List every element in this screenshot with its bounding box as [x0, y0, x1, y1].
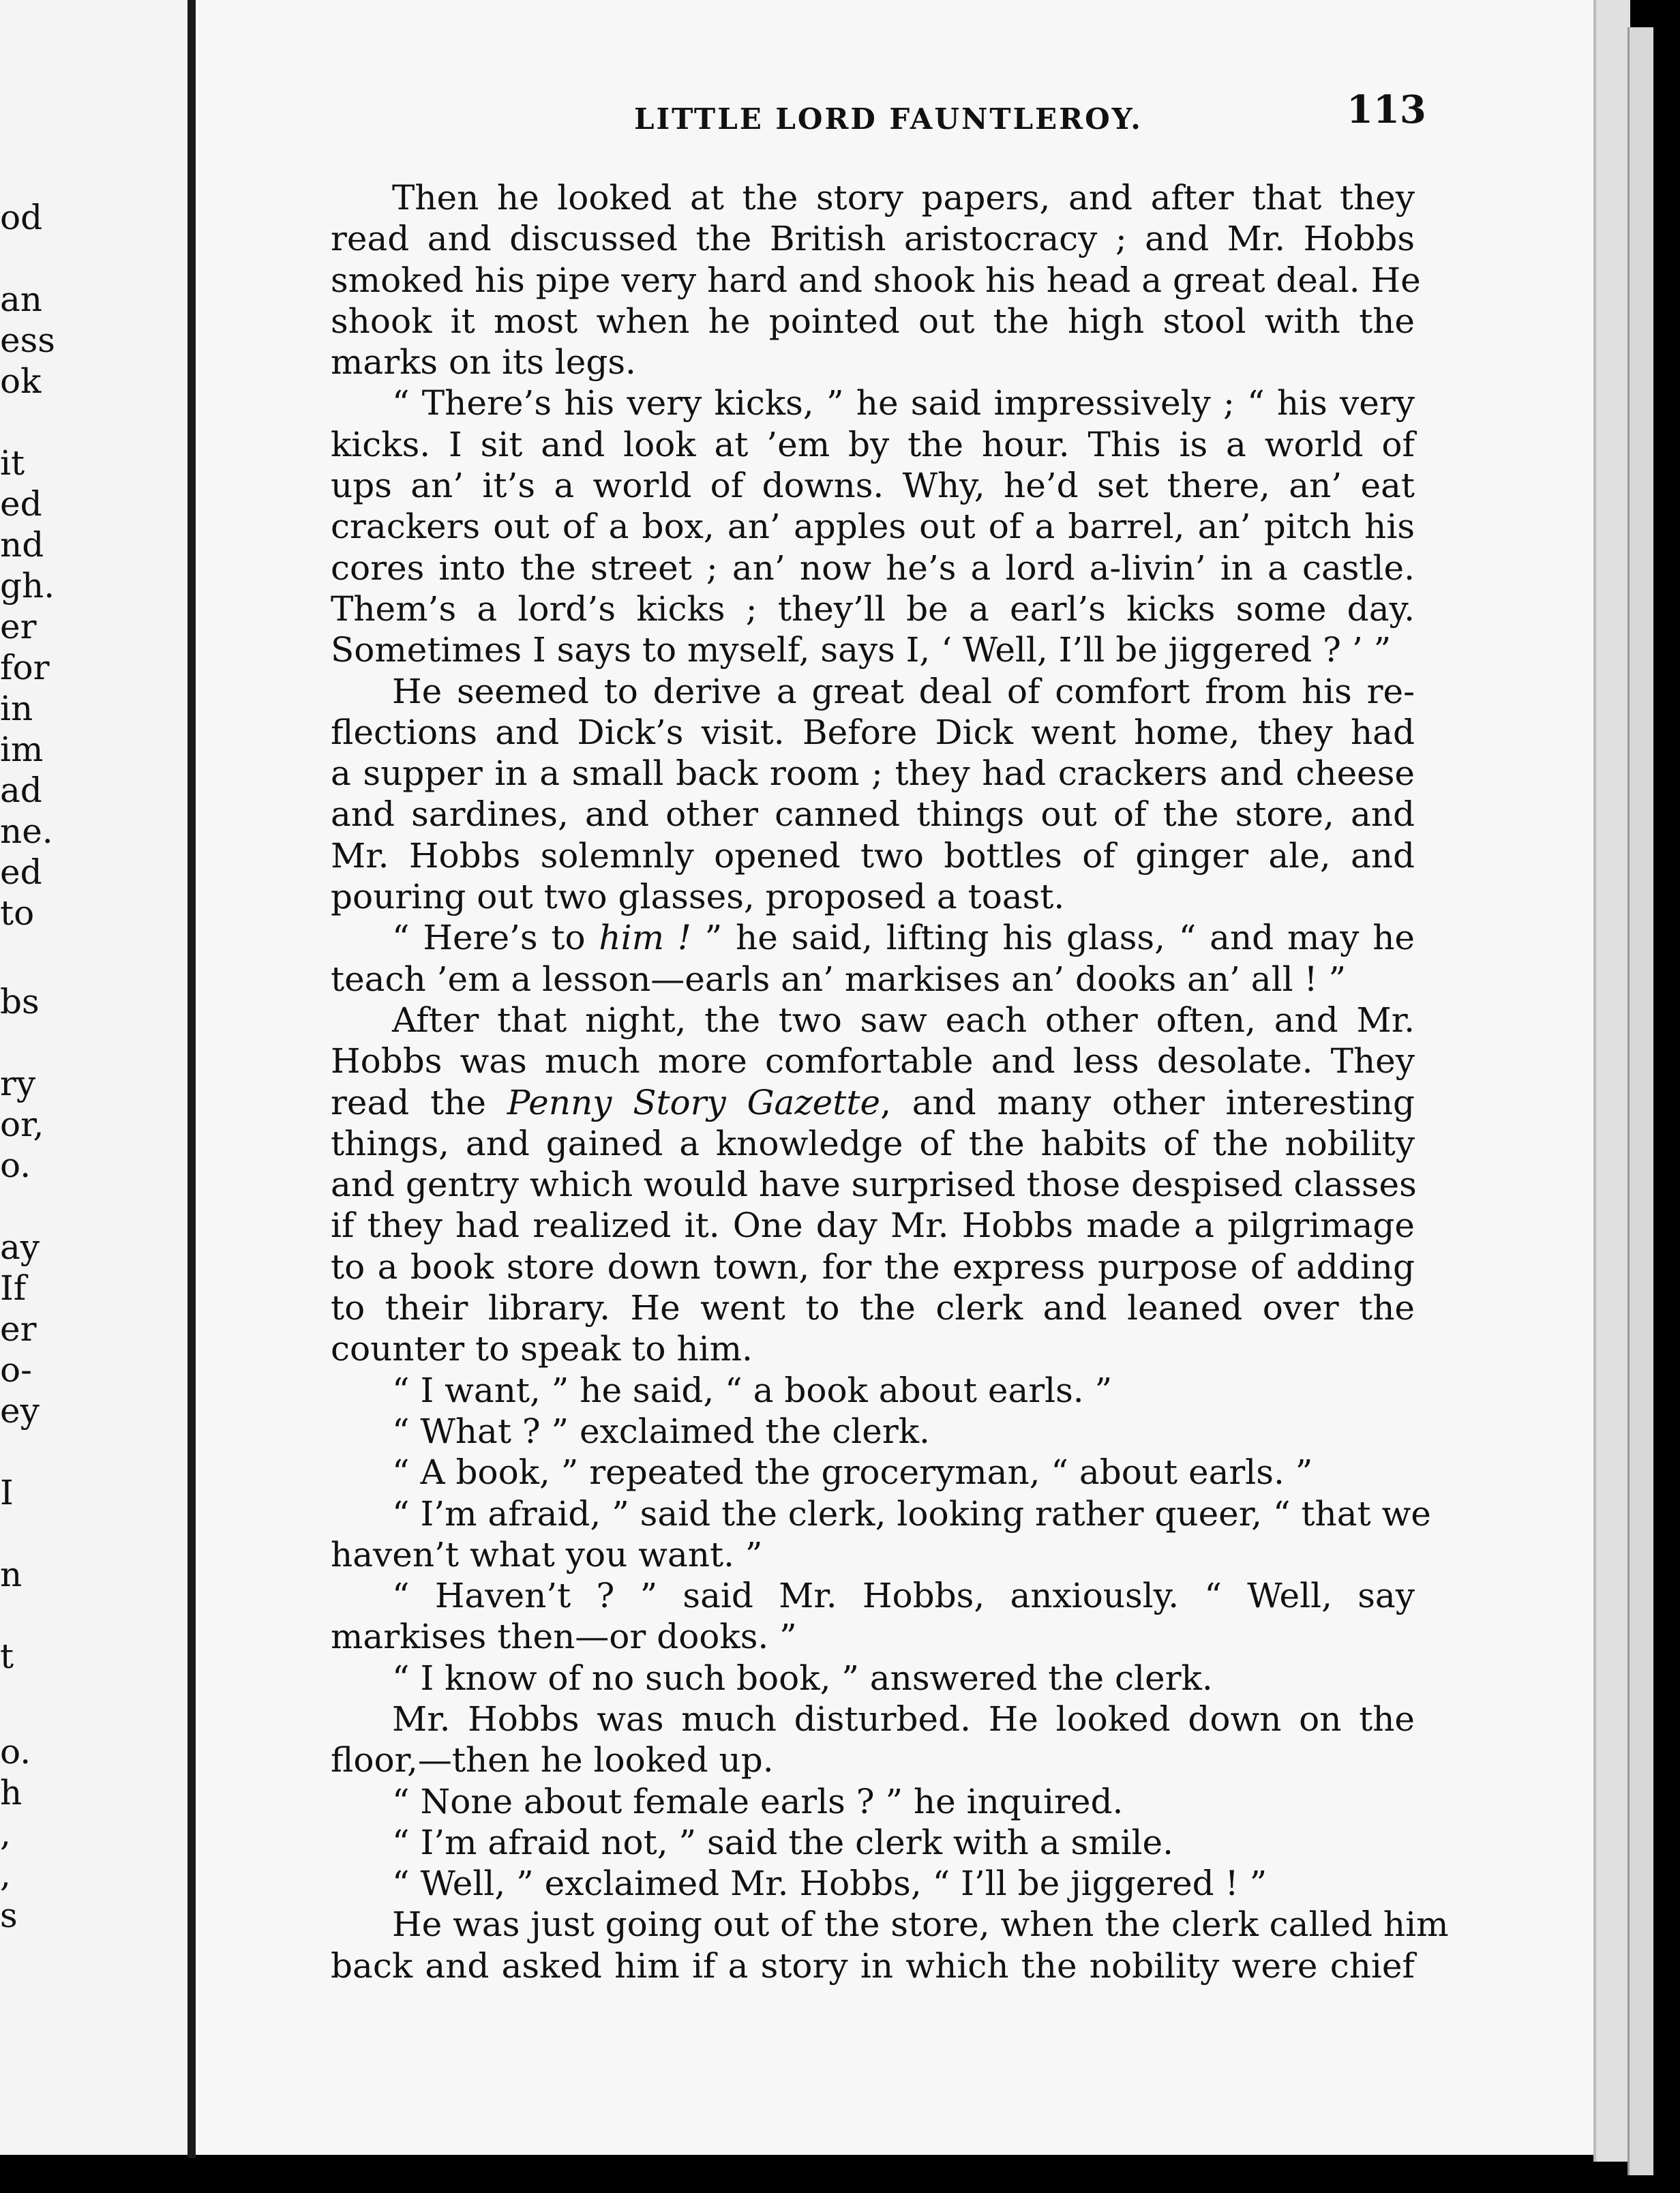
text-line: Sometimes I says to myself, says I, ‘ Well, I’ll be jiggered ? ’ ” [331, 630, 1392, 670]
left-page-fragment: ed [0, 484, 42, 524]
text-line: marks on its legs. [331, 342, 636, 383]
text-segment: read the [331, 1082, 507, 1122]
text-line: things, and gained a knowledge of the habits of the nobility [331, 1123, 1415, 1163]
left-page-fragment: o- [0, 1350, 32, 1390]
text-line: “ A book, ” repeated the groceryman, “ about earls. ” [392, 1452, 1313, 1493]
left-page-fragment: ay [0, 1227, 40, 1267]
left-page-fragment: to [0, 893, 35, 933]
text-segment: “ Here’s to [392, 918, 599, 958]
italic-text: Penny Story Gazette [507, 1082, 881, 1122]
text-line: “ What ? ” exclaimed the clerk. [392, 1411, 930, 1451]
text-segment: ” he said, lifting his glass, “ and may he [691, 918, 1415, 958]
running-head: LITTLE LORD FAUNTLEROY. [634, 102, 1143, 136]
left-page-fragment: ok [0, 361, 42, 401]
text-line: “ I’m afraid not, ” said the clerk with a smile. [392, 1822, 1173, 1862]
left-page-fragment: gh. [0, 566, 55, 606]
text-line: read and discussed the British aristocracy ; and Mr. Hobbs [331, 219, 1415, 259]
text-line: and gentry which would have surprised those despised classes [331, 1165, 1417, 1205]
text-line: Mr. Hobbs solemnly opened two bottles of ginger ale, and [331, 835, 1415, 876]
text-line: flections and Dick’s visit. Before Dick went home, they had [331, 712, 1415, 752]
text-line: pouring out two glasses, proposed a toast. [331, 877, 1065, 917]
left-page-fragment: s [0, 1896, 18, 1935]
text-line: back and asked him if a story in which the nobility were chief [331, 1945, 1415, 1986]
text-line: if they had realized it. One day Mr. Hobbs made a pilgrimage [331, 1206, 1415, 1246]
left-page-fragment: for [0, 648, 50, 687]
text-line: “ I know of no such book, ” answered the clerk. [392, 1658, 1213, 1698]
left-page-fragment: in [0, 689, 33, 728]
text-line: “ I want, ” he said, “ a book about earls. ” [392, 1370, 1113, 1410]
text-line: “ There’s his very kicks, ” he said impressively ; “ his very [392, 383, 1415, 423]
left-page-fragment: , [0, 1814, 11, 1853]
left-page-fragment: er [0, 1309, 37, 1349]
text-line: He seemed to derive a great deal of comfort from his re- [392, 671, 1415, 711]
left-page-fragment: o. [0, 1732, 31, 1772]
left-page-fragment: h [0, 1773, 22, 1812]
left-page-fragment: n [0, 1555, 22, 1594]
text-line: haven’t what you want. ” [331, 1534, 763, 1575]
left-page-fragment: ry [0, 1064, 36, 1103]
book-gutter [188, 0, 196, 2158]
italic-text: him ! [599, 918, 691, 958]
text-line: “ Well, ” exclaimed Mr. Hobbs, “ I’ll be jiggered ! ” [392, 1864, 1268, 1904]
left-page-fragment: ed [0, 852, 42, 892]
text-line: ups an’ it’s a world of downs. Why, he’d set there, an’ eat [331, 466, 1415, 506]
text-line: floor,—then he looked up. [331, 1740, 774, 1780]
text-line: counter to speak to him. [331, 1329, 753, 1369]
page-edge-back [1627, 27, 1653, 2175]
text-line: “ Haven’t ? ” said Mr. Hobbs, anxiously. “ Well, say [392, 1576, 1415, 1616]
left-page-fragment: , [0, 1855, 11, 1894]
text-line: After that night, the two saw each other often, and Mr. [392, 1000, 1415, 1040]
left-page-fragment: im [0, 730, 44, 769]
text-line: “ I’m afraid, ” said the clerk, looking rather queer, “ that we [392, 1493, 1431, 1534]
left-page-fragment: od [0, 198, 43, 237]
left-page-fragment: ne. [0, 811, 53, 851]
left-page-fragment: If [0, 1268, 27, 1308]
left-page-fragment: ess [0, 320, 55, 360]
text-line [331, 917, 1415, 958]
left-page-fragment: ey [0, 1391, 40, 1431]
text-line: cores into the street ; an’ now he’s a lord a-livin’ in a castle. [331, 548, 1415, 588]
left-page-fragment: bs [0, 982, 40, 1021]
left-page-fragment: nd [0, 525, 44, 565]
left-page-fragment: or, [0, 1105, 44, 1144]
left-page-fragment: t [0, 1637, 14, 1676]
left-page-fragment: ad [0, 771, 42, 810]
left-page-fragment: o. [0, 1146, 31, 1185]
text-line [331, 1082, 1415, 1123]
text-line: Them’s a lord’s kicks ; they’ll be a earl’s kicks some day. [331, 588, 1415, 629]
text-line: Then he looked at the story papers, and after that they [392, 178, 1415, 218]
text-line: a supper in a small back room ; they had crackers and cheese [331, 754, 1415, 794]
page-number: 113 [1347, 87, 1426, 132]
text-line: crackers out of a box, an’ apples out of a barrel, an’ pitch his [331, 507, 1415, 547]
text-line: to a book store down town, for the express purpose of adding [331, 1247, 1415, 1287]
text-line: teach ’em a lesson—earls an’ markises an’ dooks an’ all ! ” [331, 959, 1347, 999]
left-page-fragment: er [0, 607, 37, 646]
text-segment: , and many other interesting [880, 1082, 1415, 1122]
text-line: and sardines, and other canned things out of the store, and [331, 794, 1415, 835]
text-line: shook it most when he pointed out the high stool with the [331, 301, 1415, 341]
text-line: “ None about female earls ? ” he inquired. [392, 1781, 1124, 1821]
text-line: Mr. Hobbs was much disturbed. He looked down on the [392, 1699, 1415, 1739]
body-text [331, 177, 1449, 1986]
text-line: kicks. I sit and look at ’em by the hour. This is a world of [331, 424, 1415, 464]
left-page-fragment: an [0, 280, 43, 319]
text-line: to their library. He went to the clerk and leaned over the [331, 1288, 1415, 1328]
left-page-edge [0, 0, 191, 2155]
text-line: He was just going out of the store, when the clerk called him [392, 1905, 1449, 1945]
left-page-fragment: it [0, 443, 25, 483]
left-page-fragment: I [0, 1473, 14, 1512]
page-edge [1593, 0, 1630, 2162]
text-line: Hobbs was much more comfortable and less desolate. They [331, 1041, 1415, 1081]
text-line: markises then—or dooks. ” [331, 1617, 797, 1657]
text-line: smoked his pipe very hard and shook his head a great deal. He [331, 260, 1421, 300]
